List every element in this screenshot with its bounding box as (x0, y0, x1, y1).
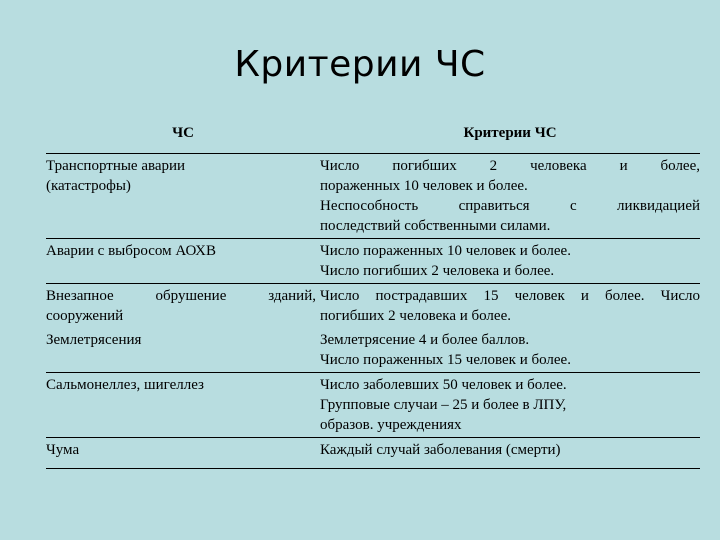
criteria-line: Число погибших 2 человека и более, (320, 158, 700, 174)
emergency-type-line: Чума (46, 442, 80, 458)
table-header-row (46, 116, 700, 154)
table-row (46, 328, 700, 373)
criteria-line: Число пораженных 10 человек и более. (320, 243, 571, 259)
criteria-table (46, 116, 700, 469)
criteria-line: Число пострадавших 15 человек и более. Число (320, 288, 700, 304)
table-row (46, 154, 700, 239)
criteria-line: Групповые случаи – 25 и более в ЛПУ, (320, 397, 567, 413)
emergency-type-line: Землетрясения (46, 332, 142, 348)
table-row (46, 373, 700, 438)
criteria-cell (320, 373, 700, 438)
criteria-line: пораженных 10 человек и более. (320, 178, 528, 194)
emergency-type-line: Аварии с выбросом АОХВ (46, 243, 216, 259)
emergency-type-line: Транспортные аварии (46, 158, 186, 174)
emergency-type-line: Внезапное обрушение зданий, (46, 288, 316, 304)
emergency-type-cell (46, 438, 320, 469)
column-header-emergency: ЧС (46, 116, 320, 154)
criteria-line: последствий собственными силами. (320, 218, 551, 234)
criteria-cell (320, 328, 700, 373)
emergency-type-line: (катастрофы) (46, 178, 131, 194)
emergency-type-cell (46, 328, 320, 373)
emergency-type-cell (46, 154, 320, 239)
emergency-type-cell (46, 373, 320, 438)
criteria-line: образов. учреждениях (320, 417, 462, 433)
emergency-type-cell (46, 239, 320, 284)
table-row (46, 284, 700, 329)
criteria-line: Число погибших 2 человека и более. (320, 263, 555, 279)
table-row (46, 239, 700, 284)
criteria-cell (320, 154, 700, 239)
criteria-cell (320, 239, 700, 284)
criteria-line: Каждый случай заболевания (смерти) (320, 442, 561, 458)
criteria-line: Число пораженных 15 человек и более. (320, 352, 571, 368)
slide-title: Критерии ЧС (234, 44, 486, 85)
criteria-line: Неспособность справиться с ликвидацией (320, 198, 700, 214)
criteria-cell (320, 284, 700, 329)
criteria-line: Землетрясение 4 и более баллов. (320, 332, 530, 348)
emergency-type-line: сооружений (46, 308, 124, 324)
criteria-line: Число заболевших 50 человек и более. (320, 377, 567, 393)
column-header-criteria: Критерии ЧС (320, 116, 700, 154)
criteria-line: погибших 2 человека и более. (320, 308, 511, 324)
table-row (46, 438, 700, 469)
criteria-cell (320, 438, 700, 469)
emergency-type-cell (46, 284, 320, 329)
emergency-type-line: Сальмонеллез, шигеллез (46, 377, 204, 393)
